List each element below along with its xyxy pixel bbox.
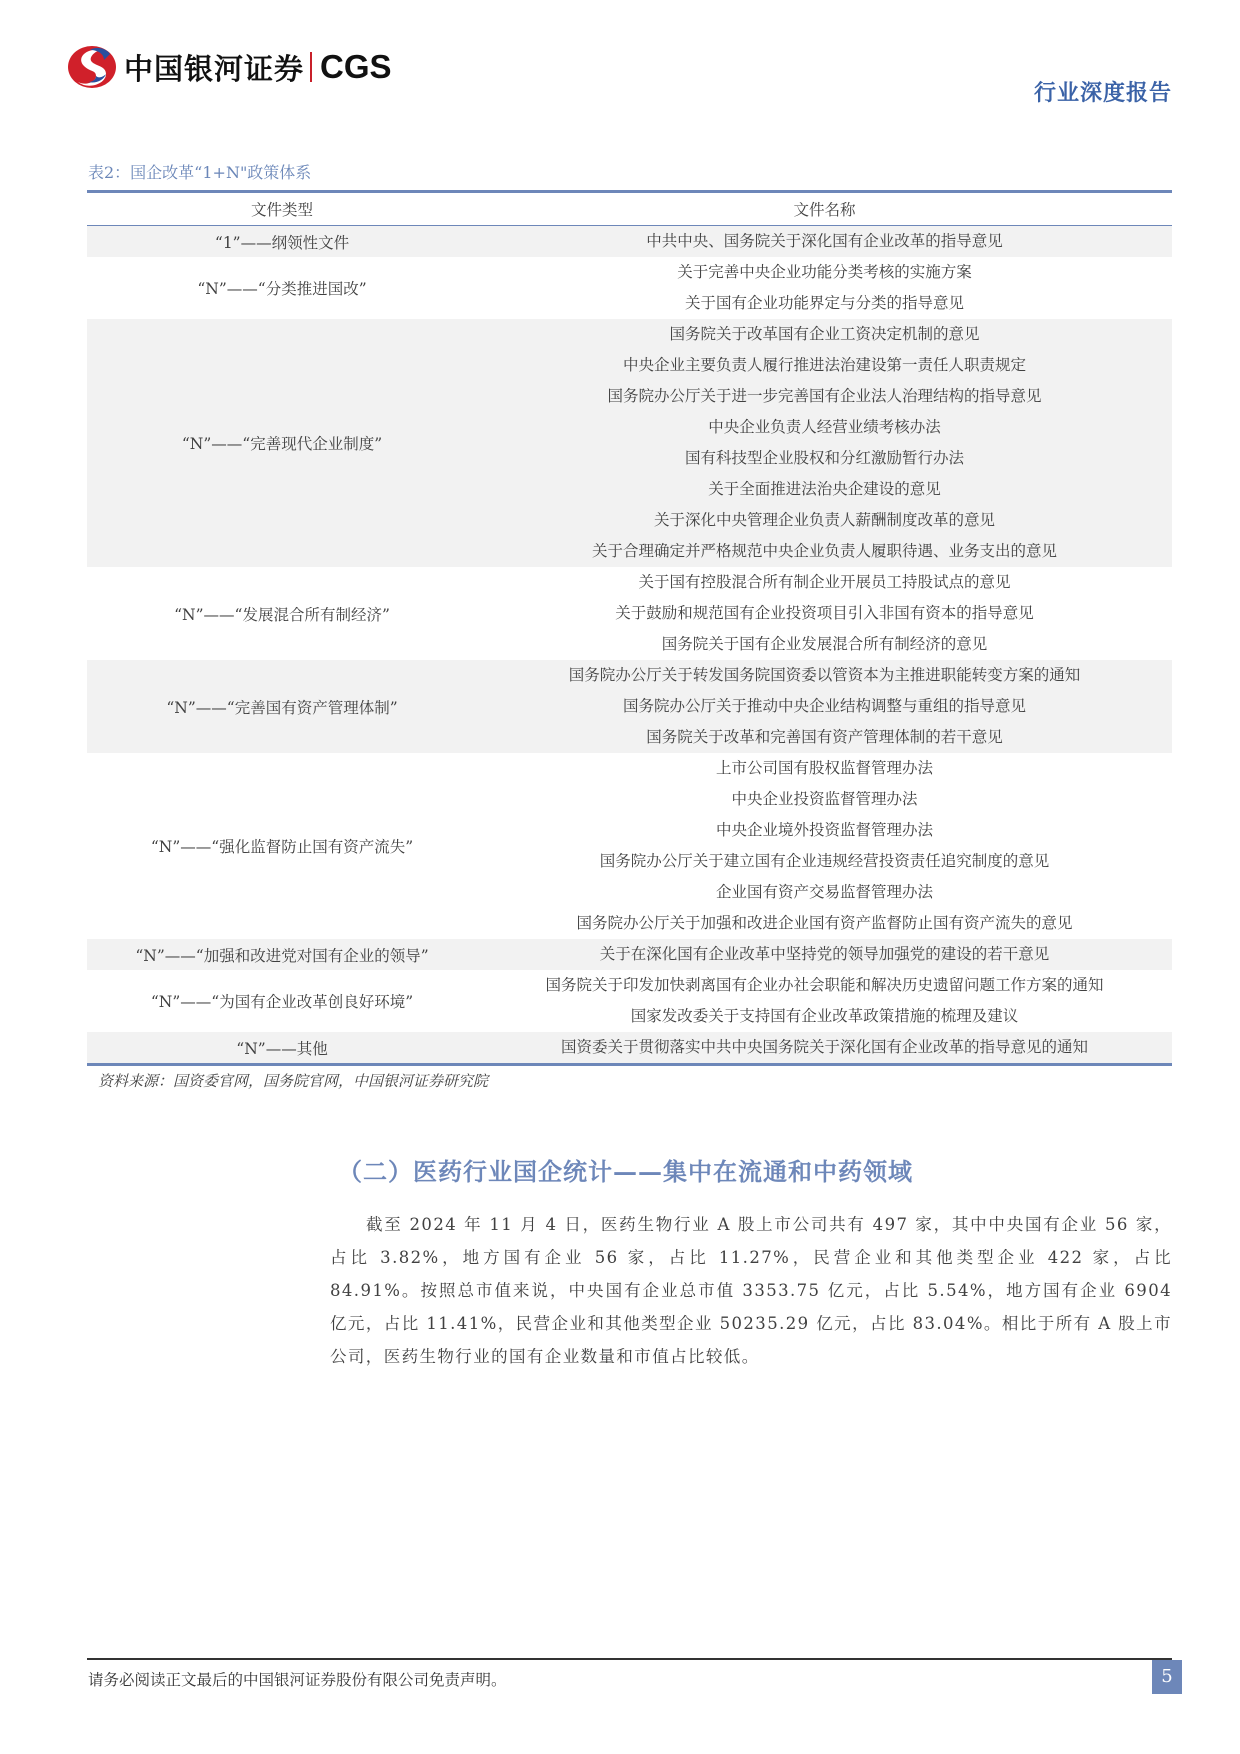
report-type-label: 行业深度报告: [1033, 80, 1172, 106]
document-name: 关于全面推进法治央企建设的意见: [708, 480, 941, 498]
section-heading: （二）医药行业国企统计——集中在流通和中药领域: [338, 1157, 913, 1186]
table-group: [87, 319, 1172, 567]
logo-company-name: 中国银河证券: [124, 51, 305, 86]
document-name: 国家发改委关于支持国有企业改革政策措施的梳理及建议: [630, 1007, 1019, 1025]
document-name: 关于国有企业功能界定与分类的指导意见: [684, 294, 964, 312]
table-group: [87, 257, 1172, 319]
file-type-cell: “N”——其他: [236, 1039, 328, 1058]
document-name: 国务院关于国有企业发展混合所有制经济的意见: [661, 635, 988, 653]
company-logo: [66, 44, 392, 90]
table-group: [87, 660, 1172, 753]
document-name: 中央企业主要负责人履行推进法治建设第一责任人职责规定: [622, 356, 1026, 374]
document-name: 国务院办公厅关于加强和改进企业国有资产监督防止国有资产流失的意见: [576, 914, 1073, 932]
table-caption: 表2：国企改革“1+N"政策体系: [88, 163, 312, 182]
table-group: [87, 1032, 1172, 1063]
table-header-row: [87, 193, 1172, 226]
policy-table: [87, 190, 1172, 1066]
document-name: 中央企业负责人经营业绩考核办法: [708, 418, 941, 436]
document-name: 关于在深化国有企业改革中坚持党的领导加强党的建设的若干意见: [599, 945, 1050, 963]
document-name: 国有科技型企业股权和分红激励暂行办法: [684, 449, 964, 467]
document-name: 国资委关于贯彻落实中共中央国务院关于深化国有企业改革的指导意见的通知: [560, 1038, 1088, 1056]
table-group: [87, 567, 1172, 660]
logo-abbreviation: CGS: [320, 48, 392, 85]
file-type-cell: “N”——“分类推进国改”: [197, 280, 367, 298]
logo-divider: [310, 52, 312, 82]
file-type-cell: “1”——纲领性文件: [214, 233, 350, 252]
table-group: [87, 753, 1172, 939]
table-source-note: 资料来源：国资委官网，国务院官网，中国银河证券研究院: [98, 1072, 489, 1090]
table-group: [87, 939, 1172, 970]
page-number: 5: [1152, 1660, 1182, 1694]
body-paragraph: 截至 2024 年 11 月 4 日，医药生物行业 A 股上市公司共有 497 家，其中中央国有企业 56 家，占比 3.82%，地方国有企业 56 家，占比 11.27%，民营企业和其他类型企业 422 家，占比 84.91%。按照总市值来说，中央国有企业总市值 3353.75 亿元，占比 5.54%，地方国有企业 6904 亿元，占比 11.41%，民营企业和其他类型企业 50235.29 亿元，占比 83.04%。相比于所有 A 股上市公司，医药生物行业的国有企业数量和市值占比较低。: [330, 1215, 1172, 1366]
document-name: 国务院办公厅关于进一步完善国有企业法人治理结构的指导意见: [607, 387, 1042, 405]
file-type-cell: “N”——“加强和改进党对国有企业的领导”: [135, 946, 429, 965]
file-type-cell: “N”——“发展混合所有制经济”: [174, 605, 390, 624]
document-name: 关于国有控股混合所有制企业开展员工持股试点的意见: [638, 573, 1011, 591]
document-name: 国务院关于改革和完善国有资产管理体制的若干意见: [646, 728, 1003, 746]
table-group: [87, 226, 1172, 257]
file-type-cell: “N”——“完善现代企业制度”: [181, 435, 383, 453]
document-name: 关于合理确定并严格规范中央企业负责人履职待遇、业务支出的意见: [591, 542, 1057, 560]
document-name: 国务院办公厅关于转发国务院国资委以管资本为主推进职能转变方案的通知: [568, 666, 1081, 684]
disclaimer-note: 请务必阅读正文最后的中国银河证券股份有限公司免责声明。: [88, 1671, 507, 1689]
document-name: 国务院办公厅关于推动中央企业结构调整与重组的指导意见: [622, 697, 1026, 715]
file-type-cell: “N”——“为国有企业改革创良好环境”: [150, 993, 414, 1011]
document-name: 关于深化中央管理企业负责人薪酬制度改革的意见: [653, 511, 995, 529]
file-type-cell: “N”——“完善国有资产管理体制”: [166, 698, 398, 717]
document-name: 国务院关于改革国有企业工资决定机制的意见: [669, 325, 980, 343]
document-name: 企业国有资产交易监督管理办法: [715, 883, 933, 901]
cgs-logo-icon: [66, 44, 118, 90]
document-name: 关于鼓励和规范国有企业投资项目引入非国有资本的指导意见: [615, 604, 1034, 622]
column-header-type: 文件类型: [250, 201, 313, 219]
document-name: 关于完善中央企业功能分类考核的实施方案: [677, 263, 972, 281]
document-name: 国务院办公厅关于建立国有企业违规经营投资责任追究制度的意见: [599, 852, 1050, 870]
document-name: 上市公司国有股权监督管理办法: [715, 759, 933, 777]
file-type-cell: “N”——“强化监督防止国有资产流失”: [150, 838, 414, 856]
document-name: 中央企业境外投资监督管理办法: [715, 821, 933, 839]
document-name: 中央企业投资监督管理办法: [731, 790, 918, 808]
table-group: [87, 970, 1172, 1032]
footer-divider: [87, 1658, 1172, 1660]
document-name: 国务院关于印发加快剥离国有企业办社会职能和解决历史遗留问题工作方案的通知: [545, 976, 1104, 994]
document-name: 中共中央、国务院关于深化国有企业改革的指导意见: [646, 232, 1003, 250]
column-header-name: 文件名称: [793, 201, 856, 219]
